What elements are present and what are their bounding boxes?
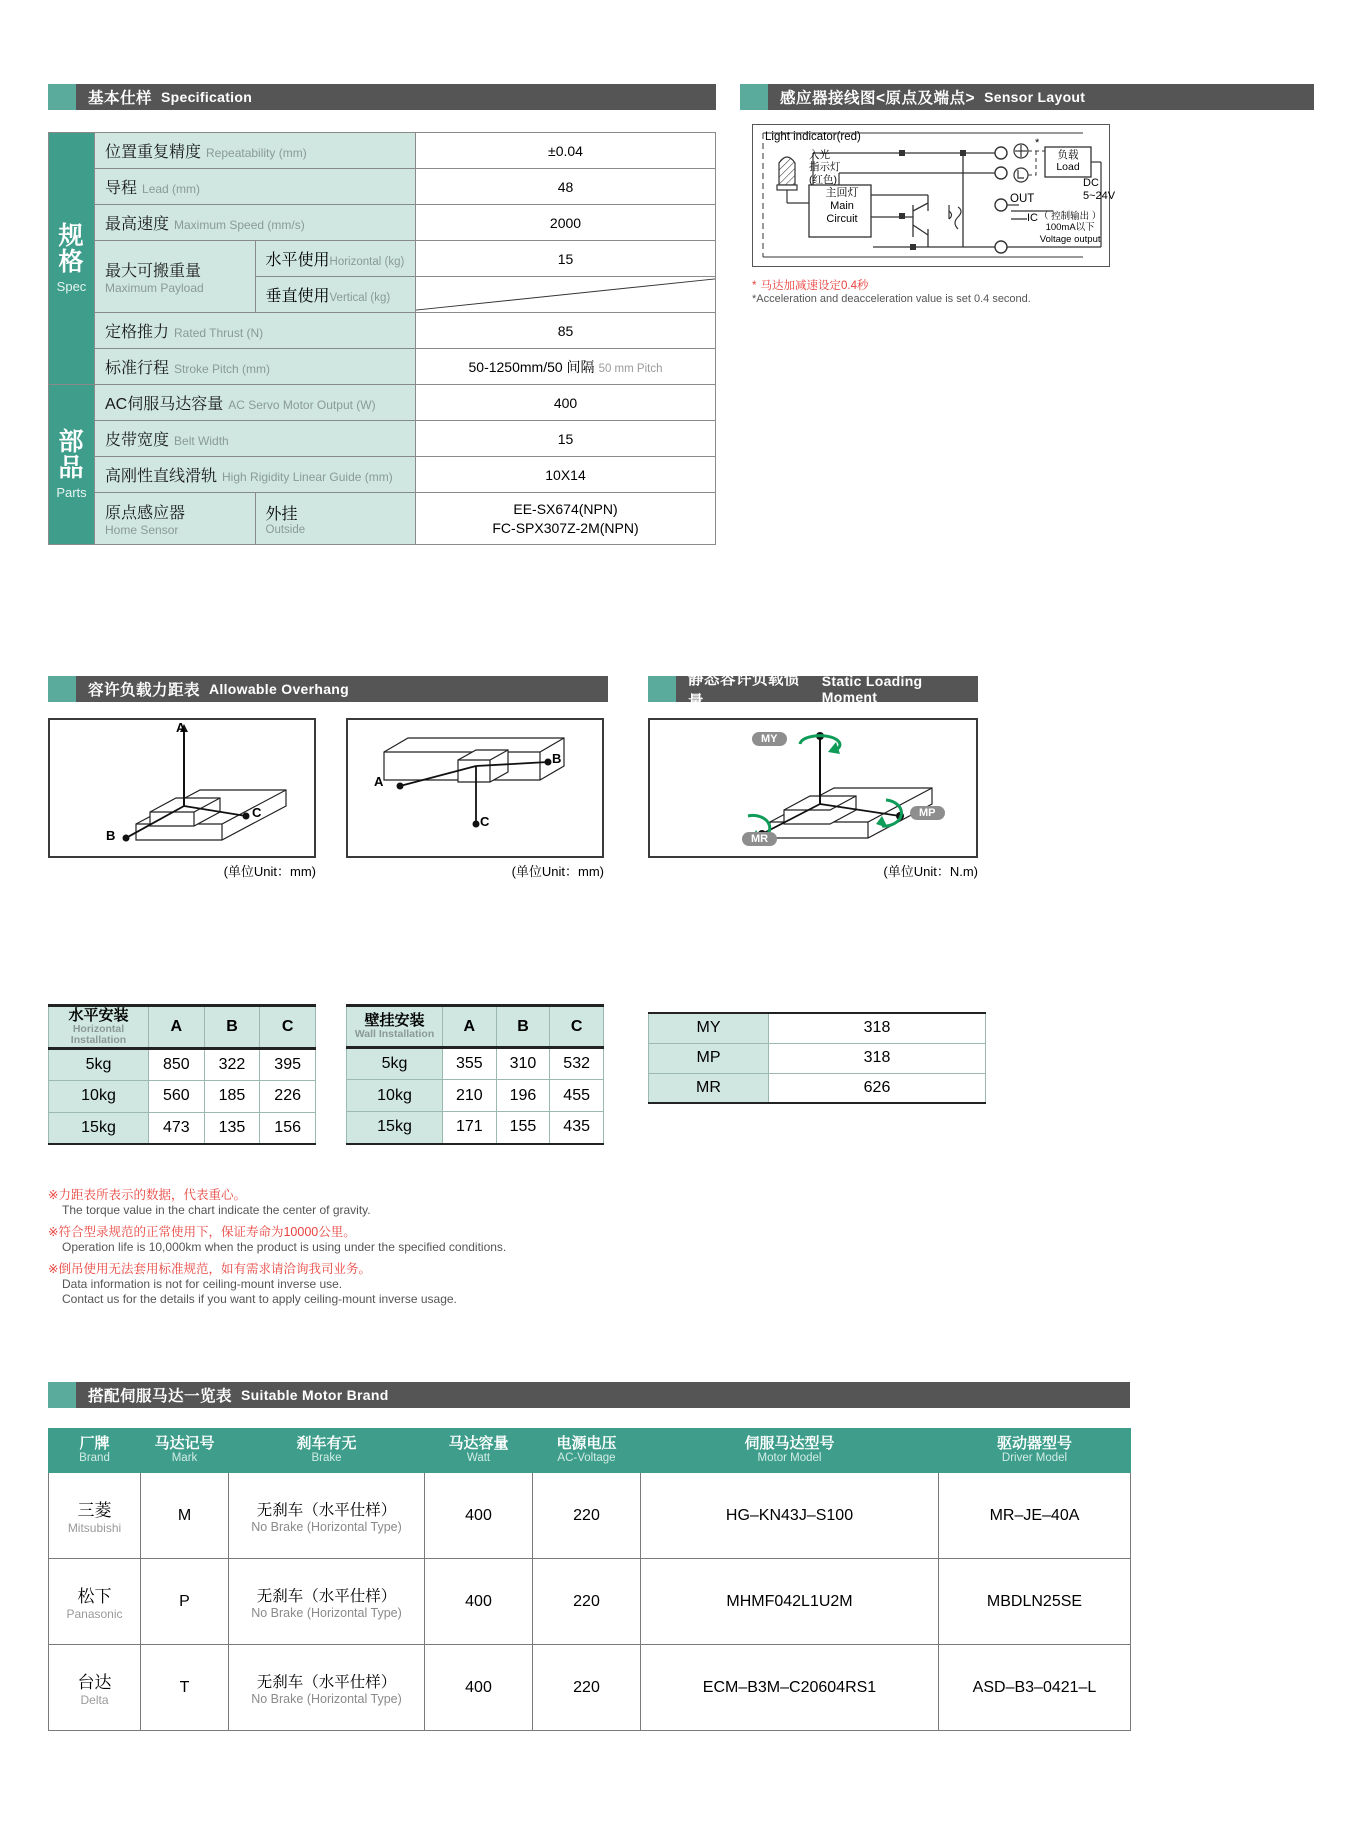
label-en: AC Servo Motor Output (W) [228, 398, 376, 412]
spec-sublabel-horizontal [255, 241, 416, 277]
header-en: AC-Voltage [557, 1452, 616, 1465]
row-label-5kg: 5kg [49, 1048, 149, 1080]
table-row [49, 313, 716, 349]
spec-label-max-speed [95, 205, 416, 241]
cell-mark: T [141, 1645, 229, 1731]
asterisk-marker: * [1035, 137, 1040, 149]
main-circuit-label [815, 187, 869, 226]
column-header-a: A [443, 1006, 497, 1048]
spec-label-stroke-pitch [95, 349, 416, 385]
specification-title-en: Specification [161, 89, 253, 105]
header-watt [425, 1429, 533, 1473]
specification-section-header [48, 84, 716, 110]
axis-label-b: B [106, 828, 116, 843]
row-label-15kg: 15kg [347, 1112, 443, 1144]
overhang-title-en: Allowable Overhang [209, 681, 350, 697]
motor-brand-section-header [48, 1382, 1130, 1408]
label-cn: 皮带宽度 [105, 432, 170, 449]
spec-category-parts [49, 385, 95, 545]
overhang-diagram-horizontal [48, 718, 316, 880]
cell-b: 196 [496, 1080, 550, 1112]
overhang-table-wall [346, 1004, 604, 1145]
spec-category-parts-cn: 部品 [58, 427, 85, 482]
cell-voltage: 220 [533, 1559, 641, 1645]
label-cn: AC伺服马达容量 [105, 396, 224, 413]
cell-watt: 400 [425, 1473, 533, 1559]
control-output-note [1039, 211, 1101, 245]
static-loading-title-en: Static Loading Moment [821, 673, 923, 705]
cell-a: 850 [149, 1048, 205, 1080]
brake-en: No Brake (Horizontal Type) [251, 1519, 402, 1534]
cell-brand [49, 1645, 141, 1731]
row-label-10kg: 10kg [347, 1080, 443, 1112]
spec-label-repeatability [95, 133, 416, 169]
horizontal-overhang-axis-icon [50, 720, 314, 856]
main-circuit-cn: 主回灯 [825, 187, 859, 199]
label-cn: 原点感应器 [105, 505, 186, 522]
main-circuit-en1: Main [830, 199, 854, 212]
table-row [49, 493, 716, 545]
brand-cn: 台达 [77, 1673, 112, 1692]
table-row [49, 1559, 1131, 1645]
spec-value-repeatability: ±0.04 [416, 133, 716, 169]
cell-driver-model: MBDLN25SE [939, 1559, 1131, 1645]
header-cn: 刹车有无 [296, 1434, 357, 1452]
label-en: Repeatability (mm) [206, 146, 307, 160]
note-cn: ※力距表所表示的数据，代表重心。 [48, 1188, 246, 1202]
spec-label-max-payload [95, 241, 256, 313]
out-terminal-label: OUT [1010, 193, 1035, 205]
cell-c: 532 [550, 1048, 604, 1080]
sensor-note-cn-text: 马达加减速设定0.4秒 [760, 280, 869, 292]
header-brand [49, 1429, 141, 1473]
sublabel-cn: 水平使用 [265, 252, 330, 269]
spec-value-stroke-pitch [416, 349, 716, 385]
sublabel-cn: 外挂 [265, 506, 298, 523]
spec-value-servo-output: 400 [416, 385, 716, 421]
header-en: Wall Installation [354, 1027, 435, 1040]
label-cn: 高刚性直线滑轨 [105, 468, 218, 485]
overhang-unit-label-2: (单位Unit：mm) [511, 864, 604, 879]
cell-mark: M [141, 1473, 229, 1559]
asterisk-icon: * [752, 280, 757, 292]
row-label-15kg: 15kg [49, 1112, 149, 1144]
load-cn: 负载 [1057, 149, 1079, 161]
dc-range-label: 5~24V [1083, 190, 1116, 203]
specification-table [48, 132, 716, 545]
label-cn: 定格推力 [105, 324, 170, 341]
table-row [49, 385, 716, 421]
table-row [49, 421, 716, 457]
sublabel-en: Horizontal (kg) [329, 256, 405, 268]
header-cn: 驱动器型号 [996, 1434, 1072, 1452]
cell-watt: 400 [425, 1645, 533, 1731]
sublabel-en: Outside [265, 524, 306, 536]
spec-value-vertical-payload-na [416, 277, 716, 313]
header-cn: 壁挂安装 [364, 1012, 425, 1030]
table-row [49, 349, 716, 385]
motor-brand-table [48, 1428, 1131, 1731]
cell-a: 171 [443, 1112, 497, 1144]
moment-label-mp: MP [910, 806, 945, 820]
wall-overhang-axis-icon [348, 720, 602, 856]
static-loading-unit-label: (单位Unit：N.m) [883, 864, 978, 879]
cell-brake [229, 1473, 425, 1559]
spec-category-spec-cn: 规格 [58, 221, 85, 276]
light-cn-line1: 入光 [809, 149, 830, 161]
static-loading-diagram [648, 718, 978, 880]
cell-b: 185 [204, 1080, 260, 1112]
light-indicator-cn-label [809, 149, 841, 186]
column-header-b: B [496, 1006, 550, 1048]
cell-voltage: 220 [533, 1473, 641, 1559]
table-row [49, 241, 716, 277]
label-cn: 位置重复精度 [105, 144, 202, 161]
spec-value-rated-thrust: 85 [416, 313, 716, 349]
brake-cn: 无刹车（水平仕样） [256, 1673, 397, 1691]
table-row [49, 1473, 1131, 1559]
light-indicator-label: Light indicator(red) [765, 131, 861, 143]
spec-value-belt-width: 15 [416, 421, 716, 457]
overhang-diagram-wall [346, 718, 604, 880]
cell-mark: P [141, 1559, 229, 1645]
cell-motor-model: ECM–B3M–C20604RS1 [641, 1645, 939, 1731]
axis-label-c: C [480, 814, 490, 829]
table-row [49, 1080, 316, 1112]
row-label-5kg: 5kg [347, 1048, 443, 1080]
column-header-c: C [550, 1006, 604, 1048]
header-cn: 伺服马达型号 [744, 1434, 835, 1452]
label-en: Maximum Payload [105, 281, 204, 295]
spec-category-spec [49, 133, 95, 385]
header-cn: 电源电压 [556, 1434, 617, 1452]
note-en: Contact us for the details if you want to apply ceiling-mount inverse usage. [62, 1291, 457, 1306]
section-accent-tab [48, 676, 76, 702]
header-cn: 马达记号 [154, 1434, 215, 1452]
spec-value-linear-guide: 10X14 [416, 457, 716, 493]
axis-label-b: B [552, 751, 562, 766]
cell-motor-model: MHMF042L1U2M [641, 1559, 939, 1645]
not-applicable-slash-icon [416, 277, 715, 312]
note-en: Data information is not for ceiling-mount inverse use. [62, 1277, 343, 1291]
spec-value-lead: 48 [416, 169, 716, 205]
section-accent-tab [48, 84, 76, 110]
specification-title-cn: 基本仕样 [88, 90, 153, 107]
cell-brand [49, 1473, 141, 1559]
note-en: The torque value in the chart indicate the center of gravity. [62, 1203, 371, 1218]
cell-a: 355 [443, 1048, 497, 1080]
load-en: Load [1056, 161, 1080, 174]
note-en: Operation life is 10,000km when the product is using under the specified conditions. [62, 1240, 507, 1255]
table-row [49, 205, 716, 241]
table-row [49, 169, 716, 205]
cell-voltage: 220 [533, 1645, 641, 1731]
spec-category-parts-en: Parts [56, 485, 87, 501]
spec-label-lead [95, 169, 416, 205]
spec-value-horizontal-payload: 15 [416, 241, 716, 277]
brake-en: No Brake (Horizontal Type) [251, 1605, 402, 1620]
spec-label-rated-thrust [95, 313, 416, 349]
table-row [49, 1645, 1131, 1731]
voltage-output-label: Voltage output [1039, 233, 1101, 245]
ctrl-output-current: 100mA以下 [1045, 222, 1095, 234]
spec-label-servo-output [95, 385, 416, 421]
moment-key-my: MY [649, 1013, 769, 1043]
label-cn: 导程 [105, 180, 138, 197]
moment-label-mr: MR [742, 832, 777, 846]
spec-label-belt-width [95, 421, 416, 457]
label-cn: 标准行程 [105, 360, 170, 377]
brake-en: No Brake (Horizontal Type) [251, 1691, 402, 1706]
label-cn: 最高速度 [105, 216, 170, 233]
sensor-note-en: *Acceleration and deacceleration value is set 0.4 second. [752, 293, 1031, 305]
overhang-table-horizontal [48, 1004, 316, 1145]
header-en: Mark [171, 1452, 198, 1465]
dc-label: DC [1083, 177, 1099, 189]
header-en: Watt [466, 1452, 491, 1465]
dc-supply-label [1083, 177, 1115, 203]
note-item [48, 1225, 668, 1255]
label-en: Lead (mm) [142, 182, 201, 196]
cell-b: 310 [496, 1048, 550, 1080]
cell-a: 473 [149, 1112, 205, 1144]
cell-c: 455 [550, 1080, 604, 1112]
overhang-notes [48, 1188, 668, 1313]
column-header-a: A [149, 1006, 205, 1049]
moment-key-mp: MP [649, 1043, 769, 1073]
header-voltage [533, 1429, 641, 1473]
cell-watt: 400 [425, 1559, 533, 1645]
brand-en: Panasonic [66, 1607, 123, 1621]
cell-c: 156 [260, 1112, 316, 1144]
table-row [347, 1048, 604, 1080]
brand-en: Delta [80, 1693, 109, 1707]
note-cn: ※符合型录规范的正常使用下，保证寿命为10000公里。 [48, 1224, 356, 1239]
moment-label-my: MY [752, 732, 787, 746]
note-cn: ※倒吊使用无法套用标准规范，如有需求请洽询我司业务。 [48, 1261, 371, 1276]
horizontal-install-header [49, 1006, 149, 1049]
light-cn-line2: 指示灯 [809, 161, 841, 174]
spec-label-home-sensor [95, 493, 256, 545]
table-header-row [49, 1006, 316, 1049]
cell-b: 155 [496, 1112, 550, 1144]
motor-brand-title-en: Suitable Motor Brand [241, 1387, 389, 1403]
label-en: Maximum Speed (mm/s) [174, 218, 305, 232]
table-row [649, 1073, 986, 1103]
header-en: Brand [79, 1452, 110, 1465]
overhang-unit-label-1: (单位Unit：mm) [223, 864, 316, 879]
cell-b: 135 [204, 1112, 260, 1144]
home-sensor-model-2: FC-SPX307Z-2M(NPN) [492, 519, 639, 536]
spec-value-home-sensor [416, 493, 716, 545]
moment-value-my: 318 [769, 1013, 986, 1043]
cell-brake [229, 1559, 425, 1645]
header-mark [141, 1429, 229, 1473]
header-en: Driver Model [1001, 1452, 1068, 1465]
cell-c: 435 [550, 1112, 604, 1144]
static-loading-moment-icon [650, 720, 976, 856]
table-row [49, 1048, 316, 1080]
label-en: High Rigidity Linear Guide (mm) [222, 470, 393, 484]
note-item [48, 1262, 668, 1307]
sensor-circuit-diagram [752, 124, 1116, 305]
spec-label-linear-guide [95, 457, 416, 493]
header-cn: 厂牌 [79, 1434, 110, 1452]
motor-brand-title-cn: 搭配伺服马达一览表 [88, 1388, 233, 1405]
table-row [347, 1080, 604, 1112]
cell-c: 226 [260, 1080, 316, 1112]
section-accent-tab [648, 676, 676, 702]
moment-key-mr: MR [649, 1073, 769, 1103]
label-cn: 最大可搬重量 [105, 263, 202, 280]
table-row [49, 457, 716, 493]
stroke-pitch-note: 50 mm Pitch [598, 362, 663, 375]
cell-a: 560 [149, 1080, 205, 1112]
axis-label-a: A [176, 720, 186, 735]
ctrl-output-cn: （ 控制输出 ） [1039, 211, 1102, 222]
static-loading-table [648, 1012, 986, 1104]
header-motor-model [641, 1429, 939, 1473]
header-en: Motor Model [757, 1452, 822, 1465]
spec-sublabel-outside [255, 493, 416, 545]
moment-value-mr: 626 [769, 1073, 986, 1103]
table-row [49, 133, 716, 169]
main-circuit-en2: Circuit [826, 212, 858, 225]
header-cn: 马达容量 [448, 1434, 509, 1452]
column-header-b: B [204, 1006, 260, 1049]
sensor-layout-title-cn: 感应器接线图<原点及端点> [780, 90, 976, 107]
brand-cn: 三菱 [77, 1501, 112, 1520]
row-label-10kg: 10kg [49, 1080, 149, 1112]
moment-value-mp: 318 [769, 1043, 986, 1073]
sensor-note-cn [752, 277, 1110, 293]
light-cn-line3: (红色) [809, 173, 837, 186]
table-header-row [347, 1006, 604, 1048]
column-header-c: C [260, 1006, 316, 1049]
stroke-pitch-main: 50-1250mm/50 间隔 [468, 358, 595, 375]
cell-driver-model: MR–JE–40A [939, 1473, 1131, 1559]
label-en: Home Sensor [105, 523, 179, 537]
allowable-overhang-section-header [48, 676, 608, 702]
overhang-title-cn: 容许负载力距表 [88, 682, 201, 699]
static-loading-title-cn: 静态容许负载惯量 [688, 671, 801, 710]
cell-brand [49, 1559, 141, 1645]
header-cn: 水平安装 [68, 1007, 129, 1024]
spec-value-max-speed: 2000 [416, 205, 716, 241]
table-row [649, 1013, 986, 1043]
label-en: Belt Width [174, 434, 229, 448]
section-accent-tab [48, 1382, 76, 1408]
spec-sublabel-vertical [255, 277, 416, 313]
sublabel-cn: 垂直使用 [265, 288, 330, 305]
brake-cn: 无刹车（水平仕样） [256, 1501, 397, 1519]
cell-brake [229, 1645, 425, 1731]
axis-label-c: C [252, 805, 262, 820]
ic-label: IC [1027, 212, 1038, 224]
home-sensor-model-1: EE-SX674(NPN) [513, 500, 618, 517]
table-row [649, 1043, 986, 1073]
cell-c: 395 [260, 1048, 316, 1080]
axis-label-a: A [374, 774, 384, 789]
note-item [48, 1188, 668, 1218]
header-brake [229, 1429, 425, 1473]
cell-motor-model: HG–KN43J–S100 [641, 1473, 939, 1559]
header-driver-model [939, 1429, 1131, 1473]
sublabel-en: Vertical (kg) [329, 292, 391, 304]
sensor-layout-section-header [740, 84, 1314, 110]
header-en: Horizontal Installation [70, 1022, 127, 1046]
table-row [347, 1112, 604, 1144]
static-loading-section-header [648, 671, 978, 710]
label-en: Rated Thrust (N) [174, 326, 264, 340]
header-en: Brake [311, 1452, 342, 1465]
table-row [49, 1112, 316, 1144]
load-box-label [1047, 149, 1089, 173]
brand-cn: 松下 [77, 1587, 112, 1606]
cell-b: 322 [204, 1048, 260, 1080]
spec-category-spec-en: Spec [56, 279, 87, 295]
sensor-layout-title-en: Sensor Layout [984, 89, 1086, 105]
wall-install-header [347, 1006, 443, 1048]
table-header-row [49, 1429, 1131, 1473]
brake-cn: 无刹车（水平仕样） [256, 1587, 397, 1605]
brand-en: Mitsubishi [67, 1521, 122, 1535]
section-accent-tab [740, 84, 768, 110]
cell-driver-model: ASD–B3–0421–L [939, 1645, 1131, 1731]
cell-a: 210 [443, 1080, 497, 1112]
label-en: Stroke Pitch (mm) [174, 362, 271, 376]
